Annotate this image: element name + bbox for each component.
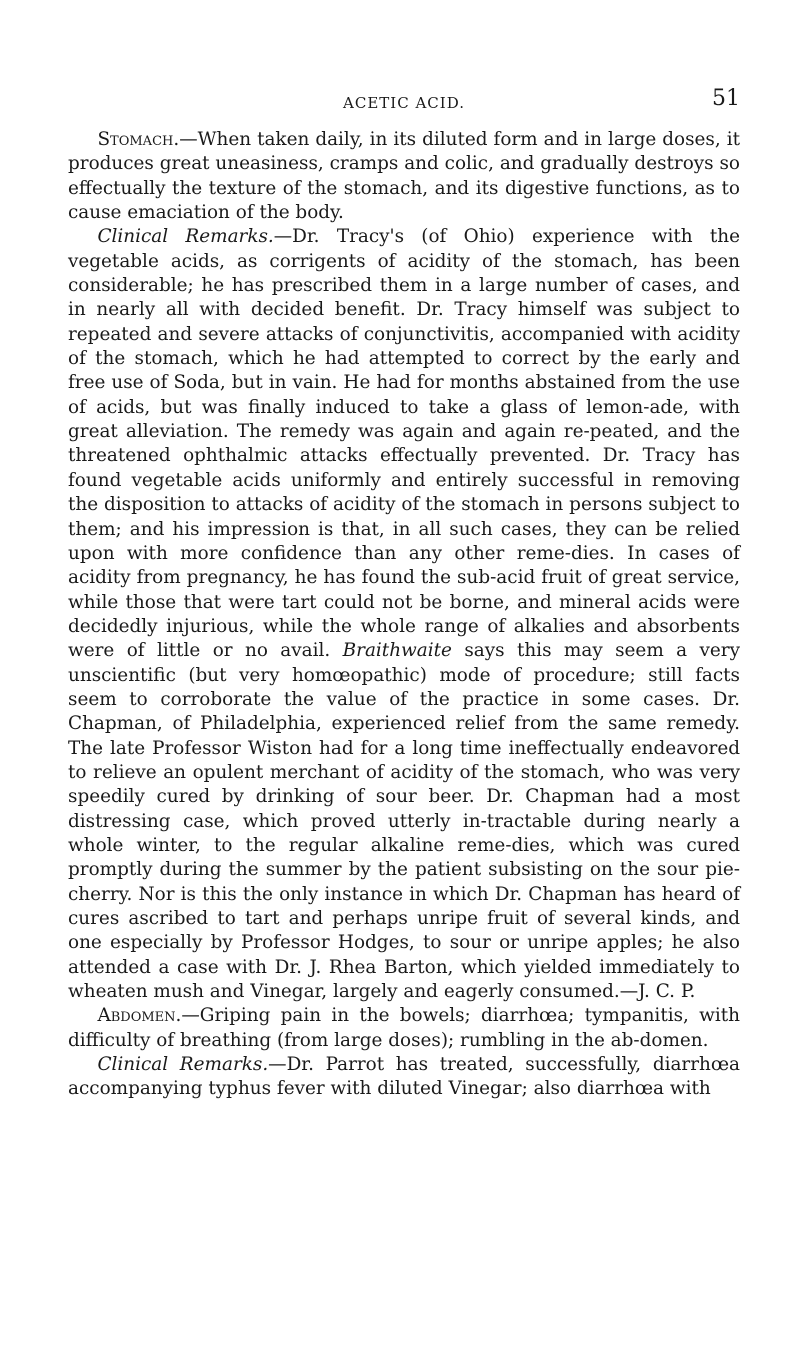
paragraph-text: —Dr. Parrot has treated, successfully, diarrhœa accompanying typhus fever with diluted Vinegar; also diarrhœa with: [68, 1054, 741, 1100]
section-heading-stomach: Stomach.: [97, 129, 180, 150]
paragraph-clinical-remarks-2: [68, 1053, 740, 1102]
page-number: 51: [712, 86, 740, 111]
paragraph-stomach: [68, 128, 740, 225]
paragraph-text: —When taken daily, in its diluted form and in large doses, it produces great uneasiness, cramps and colic, and gradually destroys so effectually the texture of the stomach, and its digestive functions, as to cause emaciation of the body.: [68, 129, 740, 224]
paragraph-text: —Griping pain in the bowels; diarrhœa; tympanitis, with difficulty of breathing (from large doses); rumbling in the ab-domen.: [68, 1005, 740, 1051]
running-header: [68, 86, 740, 126]
paragraph-text-continued: says this may seem a very unscientific (but very homœopathic) mode of procedure; still facts seem to corroborate the value of the practice in some cases. Dr. Chapman, of Philadelphia, experienced relief from the same remedy. The late Professor Wiston had for a long time ineffectually endeavored to relieve an opulent merchant of acidity of the stomach, who was very speedily cured by drinking of sour beer. Dr. Chapman had a most distressing case, which proved utterly in-tractable during nearly a whole winter, to the regular alkaline reme-dies, which was cured promptly during the summer by the patient subsisting on the sour pie-cherry. Nor is this the only instance in which Dr. Chapman has heard of cures ascribed to tart and perhaps unripe fruit of several kinds, and one especially by Professor Hodges, to sour or unripe apples; he also attended a case with Dr. J. Rhea Barton, which yielded immediately to wheaten mush and Vinegar, largely and eagerly consumed.—J. C. P.: [68, 640, 740, 1003]
paragraph-abdomen: [68, 1004, 740, 1053]
paragraph-text: —Dr. Tracy's (of Ohio) experience with the vegetable acids, as corrigents of acidity of the stomach, has been considerable; he has prescribed them in a large number of cases, and in nearly all with decided benefit. Dr. Tracy himself was subject to repeated and severe attacks of conjunctivitis, accompanied with acidity of the stomach, which he had attempted to correct by the early and free use of Soda, but in vain. He had for months abstained from the use of acids, but was finally induced to take a glass of lemon-ade, with great alleviation. The remedy was again and again re-peated, and the threatened ophthalmic attacks effectually prevented. Dr. Tracy has found vegetable acids uniformly and entirely successful in removing the disposition to attacks of acidity of the stomach in persons subject to them; and his impression is that, in all such cases, they can be relied upon with more confidence than any other reme-dies. In cases of acidity from pregnancy, he has found the sub-acid fruit of great service, while those that were tart could not be borne, and mineral acids were decidedly injurious, while the whole range of alkalies and absorbents were of little or no avail.: [68, 226, 740, 662]
cited-author: Braithwaite: [342, 640, 452, 662]
running-title: ACETIC ACID.: [343, 94, 465, 112]
section-heading-clinical-remarks: Clinical Remarks.: [97, 1054, 269, 1076]
section-heading-abdomen: Abdomen.: [97, 1005, 182, 1027]
paragraph-clinical-remarks-1: [68, 225, 740, 1004]
page-body: [68, 128, 740, 1102]
section-heading-clinical-remarks: Clinical Remarks.: [97, 226, 274, 248]
